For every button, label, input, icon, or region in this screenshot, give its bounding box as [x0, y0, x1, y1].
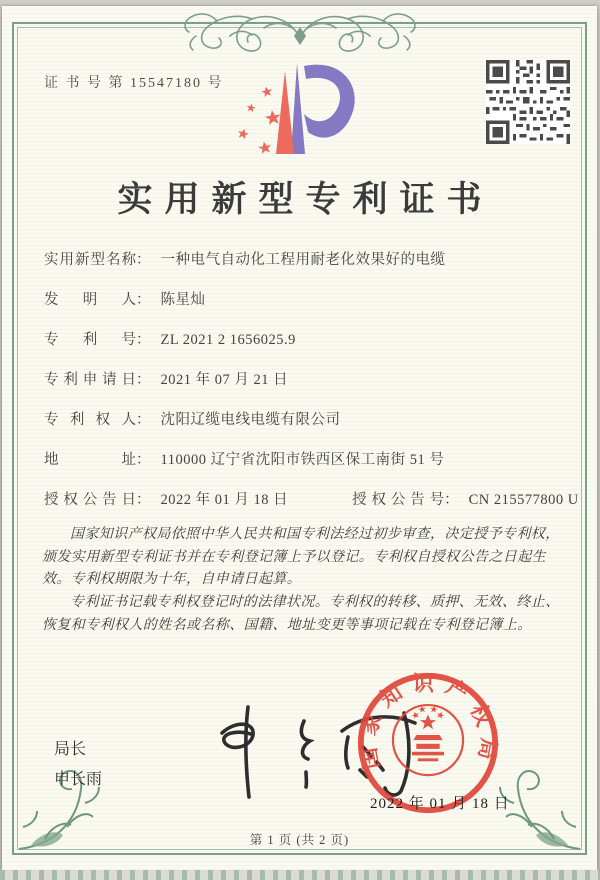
field-label: 地址	[44, 452, 136, 468]
field-label: 专利号	[44, 332, 136, 348]
field-value: 2021 年 07 月 21 日	[160, 372, 289, 388]
legal-text	[42, 524, 561, 637]
qr-code	[486, 60, 570, 144]
field-value: ZL 2021 2 1656025.9	[160, 332, 296, 348]
field-application-date: 专利申请日： 2021 年 07 月 21 日	[44, 372, 289, 388]
field-label: 授权公告日	[44, 492, 136, 508]
top-scroll-ornament-icon	[160, 6, 440, 60]
certificate-number: 证 书 号 第 15547180 号	[44, 76, 224, 91]
field-patent-number: 专利号： ZL 2021 2 1656025.9	[44, 332, 296, 348]
field-grant-announcement: 授权公告日： 2022 年 01 月 18 日 授权公告号： CN 215577800 U	[44, 492, 579, 508]
cnipa-logo-icon	[230, 56, 368, 168]
signer-name: 申长雨	[54, 771, 103, 788]
seal-text: 国家知识产权局	[355, 671, 501, 772]
seal-date: 2022 年 01 月 18 日	[370, 796, 510, 812]
field-value: CN 215577800 U	[468, 492, 579, 508]
signer-title: 局长	[54, 741, 87, 758]
field-address: 地址： 110000 辽宁省沈阳市铁西区保工南街 51 号	[44, 452, 445, 468]
field-value: 一种电气自动化工程用耐老化效果好的电缆	[160, 252, 446, 268]
field-label: 专利权人	[44, 412, 136, 428]
legal-paragraph-1: 国家知识产权局依照中华人民共和国专利法经过初步审查，决定授予专利权，颁发实用新型专利证书并在专利登记簿上予以登记。专利权自授权公告之日起生效。专利权期限为十年，自申请日起算。	[42, 527, 560, 588]
certificate-page	[2, 6, 597, 870]
page-number: 第 1 页 (共 2 页)	[249, 833, 350, 847]
field-label: 专利申请日	[44, 372, 136, 388]
field-list	[44, 250, 579, 530]
field-label: 实用新型名称	[44, 252, 136, 268]
field-utility-model-name: 实用新型名称： 一种电气自动化工程用耐老化效果好的电缆	[44, 252, 446, 268]
field-inventor: 发明人： 陈星灿	[44, 292, 206, 308]
field-value: 沈阳辽缆电线电缆有限公司	[160, 412, 341, 428]
field-label: 授权公告号	[352, 492, 445, 508]
legal-paragraph-2: 专利证书记载专利权登记时的法律状况。专利权的转移、质押、无效、终止、恢复和专利权人的姓名或名称、国籍、地址变更等事项记载在专利登记簿上。	[42, 595, 560, 633]
scan-bottom-edge	[0, 870, 600, 880]
field-value: 110000 辽宁省沈阳市铁西区保工南街 51 号	[160, 452, 445, 468]
field-label: 发明人	[44, 292, 136, 308]
national-emblem-icon	[393, 705, 463, 775]
document-title: 实用新型专利证书	[117, 180, 494, 219]
field-value: 陈星灿	[160, 292, 206, 308]
field-patentee: 专利权人： 沈阳辽缆电线电缆有限公司	[44, 412, 341, 428]
field-value: 2022 年 01 月 18 日	[160, 492, 289, 508]
